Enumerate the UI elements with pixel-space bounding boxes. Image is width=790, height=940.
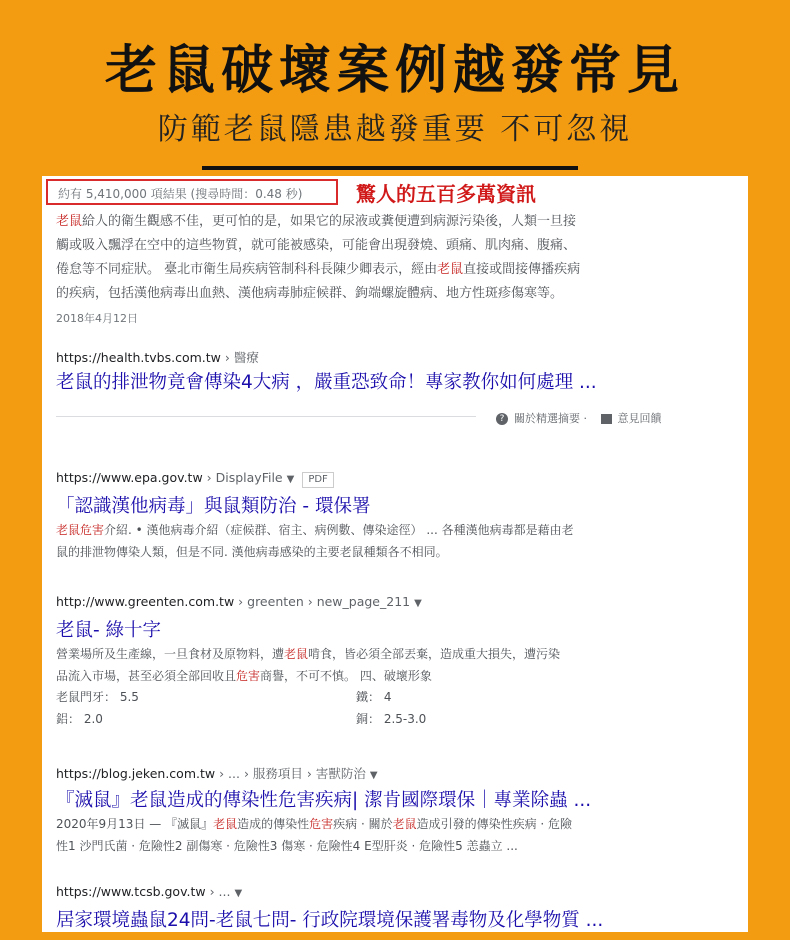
snippet-line: 倦怠等不同症狀。 臺北市衛生局疾病管制科科長陳少卿表示，經由老鼠直接或間接傳播疾病 — [56, 262, 581, 277]
fact-item: 老鼠門牙： 5.5 — [56, 690, 139, 704]
result-snippet — [56, 643, 746, 687]
result-url[interactable]: https://www.epa.gov.tw › DisplayFile ▼ PDF — [56, 470, 334, 488]
result-url[interactable]: https://blog.jeken.com.tw › ... › 服務項目 › 害獸防治 ▼ — [56, 766, 378, 781]
banner-headline: 老鼠破壞案例越發常見 — [104, 41, 685, 101]
snippet-date: 2018年4月12日 — [56, 312, 138, 325]
result-title-link[interactable]: 「認識漢他病毒」與鼠類防治 - 環保署 — [56, 496, 371, 517]
snippet-line: 品流入市場，甚至必須全部回收且危害商譽，不可不慎。 四、破壞形象 — [56, 669, 432, 683]
chevron-down-icon[interactable]: ▼ — [286, 474, 295, 485]
fact-item: 鋁： 2.0 — [56, 712, 103, 726]
featured-snippet-text — [56, 210, 746, 306]
about-featured-snippets-link[interactable]: 關於精選摘要 — [514, 412, 580, 425]
feedback-link[interactable]: 意見回饋 — [617, 412, 662, 425]
snippet-line: 觸或吸入飄浮在空中的這些物質，就可能被感染，可能會出現發燒、頭痛、肌肉痛、腹痛、 — [56, 238, 577, 253]
chevron-down-icon[interactable]: ▼ — [234, 888, 243, 899]
chevron-down-icon[interactable]: ▼ — [369, 770, 378, 781]
pdf-badge: PDF — [302, 472, 333, 488]
result-stats: 約有 5,410,000 項結果 (搜尋時間：0.48 秒) — [46, 179, 338, 205]
fact-item: 鐵： 4 — [356, 690, 392, 704]
result-title-link[interactable]: 居家環境蟲鼠24問-老鼠七問- 行政院環境保護署毒物及化學物質 ... — [56, 910, 604, 931]
result-snippet — [56, 519, 746, 563]
snippet-line: 老鼠給人的衛生觀感不佳，更可怕的是，如果它的尿液或糞便遭到病源污染後，人類一旦接 — [56, 214, 577, 229]
snippet-line: 的疾病，包括漢他病毒出血熱、漢他病毒肺症候群、鉤端螺旋體病、地方性斑疹傷寒等。 — [56, 286, 564, 301]
snippet-line: 營業場所及生產線，一旦食材及原物料，遭老鼠啃食，皆必須全部丟棄，造成重大損失，遭污染 — [56, 647, 561, 661]
result-title-link[interactable]: 老鼠- 綠十字 — [56, 620, 162, 641]
banner-divider — [202, 166, 578, 170]
feedback-icon — [601, 414, 612, 424]
snippet-line: 2020年9月13日 — 『滅鼠』老鼠造成的傳染性危害疾病 · 關於老鼠造成引發的傳染性疾病 · 危險 — [56, 817, 573, 831]
banner-subheadline: 防範老鼠隱患越發重要 不可忽視 — [157, 112, 633, 147]
help-icon: ? — [496, 413, 508, 425]
result-title-link[interactable]: 老鼠的排泄物竟會傳染4大病 ，嚴重恐致命！專家教你如何處理 ... — [56, 372, 597, 393]
chevron-down-icon[interactable]: ▼ — [414, 598, 422, 609]
search-results-panel — [42, 176, 748, 932]
result-snippet — [56, 813, 746, 857]
snippet-divider — [56, 416, 476, 417]
result-url[interactable]: https://health.tvbs.com.tw › 醫療 — [56, 350, 259, 365]
result-title-link[interactable]: 『滅鼠』老鼠造成的傳染性危害疾病| 潔肯國際環保｜專業除蟲 ... — [56, 790, 592, 811]
result-url[interactable]: https://www.tcsb.gov.tw › ... ▼ — [56, 884, 243, 899]
snippet-line: 老鼠危害介紹. • 漢他病毒介紹（症候群、宿主、病例數、傳染途徑） ... 各種漢他病毒都是藉由老 — [56, 523, 574, 537]
snippet-footer: ? 關於精選摘要 · 意見回饋 — [496, 410, 662, 426]
snippet-line: 性1 沙門氏菌 · 危險性2 副傷寒 · 危險性3 傷寒 · 危險性4 E型肝炎 · 危險性5 恙蟲立 ... — [56, 839, 518, 853]
fact-item: 銅： 2.5-3.0 — [356, 712, 427, 726]
snippet-line: 鼠的排泄物傳染人類，但是不同. 漢他病毒感染的主要老鼠種類各不相同。 — [56, 545, 448, 559]
callout-annotation: 驚人的五百多萬資訊 — [356, 182, 536, 206]
result-url[interactable]: http://www.greenten.com.tw › greenten › new_page_211 ▼ — [56, 594, 422, 609]
